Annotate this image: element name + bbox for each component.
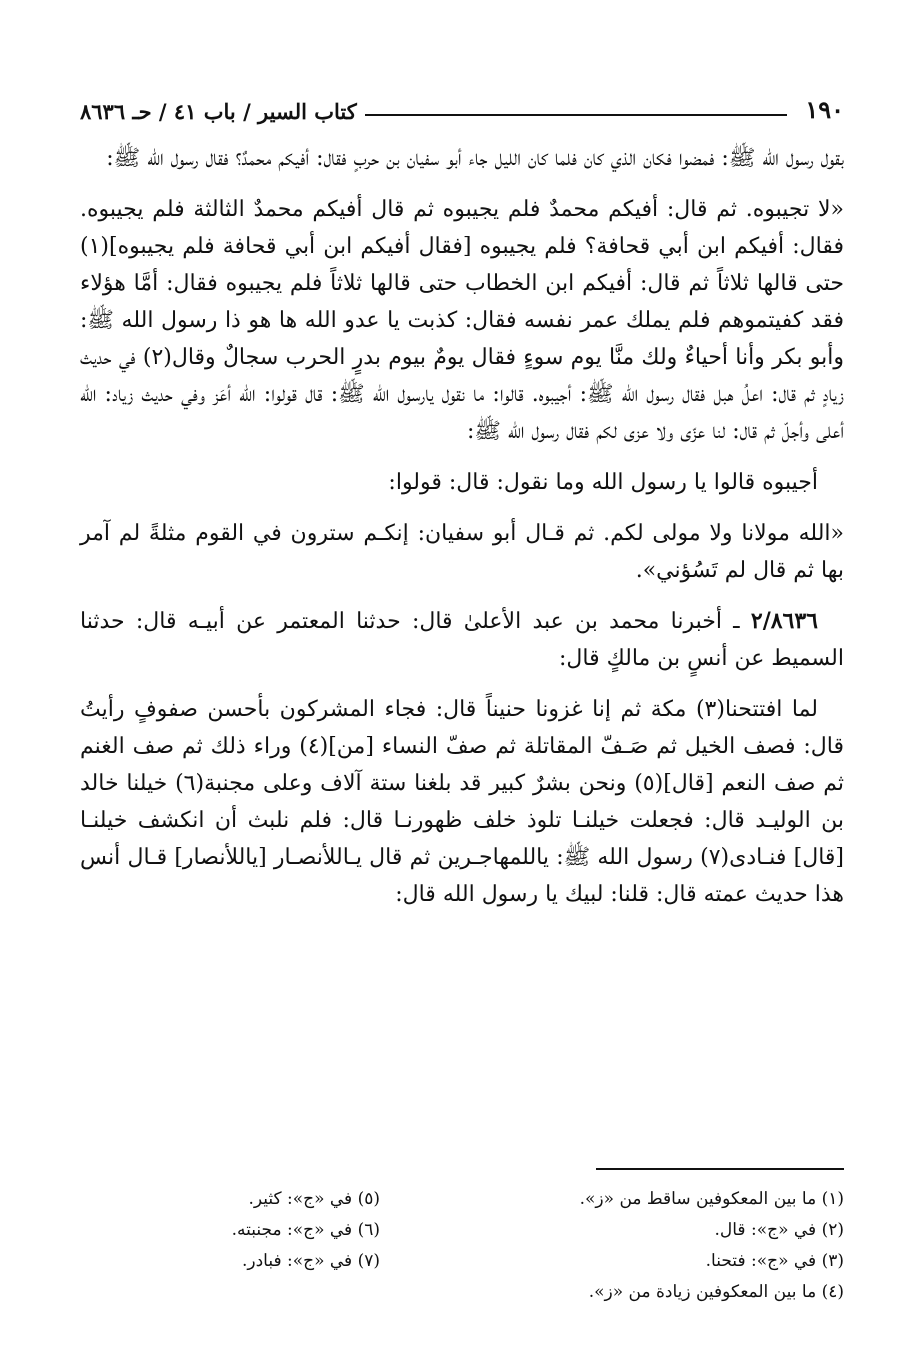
hadith-number: ٢/٨٦٣٦ [750,608,818,634]
footnotes-column-right [414,1184,844,1308]
page-number: ١٩٠ [805,95,844,124]
footnotes-column-left [80,1184,380,1308]
footnote-3: (٣) في «ج»: فتحنا. [705,1251,844,1271]
paragraph-1: بقول رسول الله ﷺ: فمضوا فكان الذي كان فلما كان الليل جاء أبو سفيان بن حربٍ فقال: أفيكم محمدٌ؟ فقال رسول الله ﷺ: [106,146,844,171]
footnote-1: (١) ما بين المعكوفين ساقط من «ز». [579,1189,844,1209]
paragraph-3: أجيبوه قالوا يا رسول الله وما نقول: قال: قولوا: [388,470,818,495]
footnote-7: (٧) في «ج»: فبادر. [241,1251,380,1271]
header-rule [365,114,788,116]
footnote-2: (٢) في «ج»: قال. [714,1220,844,1240]
paragraph-2: «لا تجيبوه. ثم قال: أفيكم محمدٌ فلم يجيبوه ثم قال أفيكم محمدٌ الثالثة فلم يجيبوه. فقال: أفيكم ابن أبي قحافة؟ فلم يجيبوه [فقال أفيكم ابن أبي قحافة فلم يجيبوه](١) حتى قالها ثلاثاً ثم قال: أفيكم ابن الخطاب حتى قالها ثلاثاً فلم يجيبوه فقال: أمَّا هؤلاء فقد كفيتموهم فلم يملك عمر نفسه فقال: كذبت يا عدو الله ها هو ذا رسول الله ﷺ: وأبو بكر وأنا أحياءٌ ولك منَّا يوم سوءٍ فقال يومٌ بيوم بدرٍ الحرب سجالٌ وقال(٢) في حديث زيادٍ ثم قال: اعلُ هبل فقال رسول الله ﷺ: أجيبوه. قالوا: ما نقول يارسول الله ﷺ: قال قولوا: الله أعَز وفي حديث زياد: الله أعلى وأجلّ ثم قال: لنا عزّى ولا عزى لكم فقال رسول الله ﷺ: [80,197,844,444]
hadith-isnad: ـ أخبرنا محمد بن عبد الأعلىٰ قال: حدثنا المعتمر عن أبيـه قال: حدثنا السميط عن أنسٍ بن مالكٍ قال: [80,609,844,671]
footnote-6: (٦) في «ج»: مجنبته. [231,1220,380,1240]
footnotes [80,1184,844,1308]
footnote-rule [596,1168,844,1170]
footnote-5: (٥) في «ج»: كثير. [248,1189,380,1209]
page-header [80,82,844,122]
hadith-paragraph [80,603,844,677]
paragraph-6: لما افتتحنا(٣) مكة ثم إنا غزونا حنيناً قال: فجاء المشركون بأحسن صفوفٍ رأيتُ قال: فصف الخيل ثم صَـفّ المقاتلة ثم صفّ النساء [من](٤) وراء ذلك ثم صف الغنم ثم صف النعم [قال](٥) ونحن بشرٌ كبير قد بلغنا ستة آلاف وعلى مجنبة(٦) خيلنا خالد بن الوليـد قال: فجعلت خيلنـا تلوذ خلف ظهورنـا قال: فلم نلبث أن انكشف خيلنـا [قال] فنـادى(٧) رسول الله ﷺ: ياللمهاجـرين ثم قال يـاللأنصـار [ياللأنصار] قـال أنس هذا حديث عمته قال: قلنا: لبيك يا رسول الله قال: [80,697,844,907]
footnote-4: (٤) ما بين المعكوفين زيادة من «ز». [588,1282,844,1302]
paragraph-4: «الله مولانا ولا مولى لكم. ثم قـال أبو سفيان: إنكـم سترون في القوم مثلةً لم آمر بها ثم قال لم تَسُؤني». [80,521,844,583]
running-head: كتاب السير / باب ٤١ / حـ ٨٦٣٦ [80,99,357,124]
main-text [80,140,844,927]
